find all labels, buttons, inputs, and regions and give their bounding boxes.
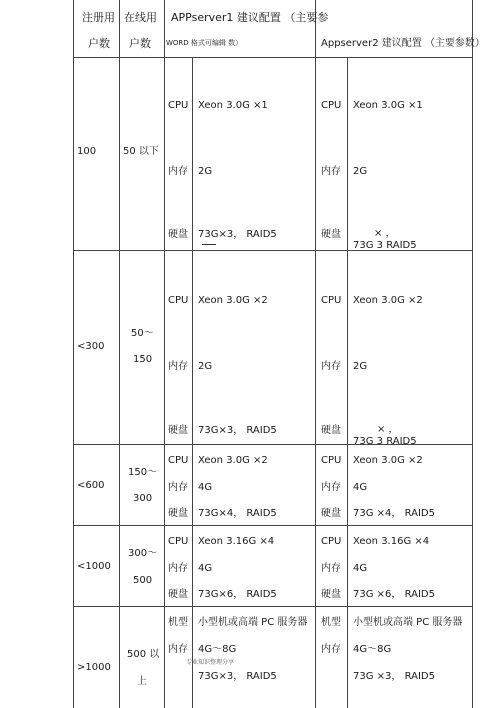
row-1000-app1-cpu-label: CPU (168, 536, 189, 547)
table-divider-app2-label (347, 57, 348, 708)
row-100-app2-disk-label: 硬盘 (321, 229, 341, 240)
row-300-app1-mem-label: 内存 (168, 361, 188, 372)
row-1000-app1-mem-value: 4G (198, 563, 213, 574)
row-1000-online-line1: 300～ (128, 548, 158, 559)
table-divider-app1-label (192, 57, 193, 708)
row-1000-app1-disk-value: 73G×6， RAID5 (198, 589, 277, 600)
header-users-line2: 户数 (88, 37, 110, 50)
row-over1000-app1-model-label: 机型 (168, 617, 188, 628)
row-600-app1-disk-value: 73G×4， RAID5 (198, 508, 277, 519)
row-100-app2-cpu-label: CPU (321, 100, 342, 111)
row-1000-app2-cpu-label: CPU (321, 536, 342, 547)
row-600-users: <600 (77, 480, 105, 491)
row-300-app2-mem-value: 2G (353, 361, 368, 372)
row-600-app1-mem-label: 内存 (168, 482, 188, 493)
row-300-app2-disk-value-line2: 73G 3 RAID5 (353, 436, 417, 447)
row-100-app1-disk-underline (202, 244, 216, 245)
row-1000-users: <1000 (77, 561, 111, 572)
row-300-app2-cpu-label: CPU (321, 295, 342, 306)
row-100-app1-mem-label: 内存 (168, 166, 188, 177)
header-online-line1: 在线用 (124, 11, 157, 24)
row-600-app1-mem-value: 4G (198, 482, 213, 493)
row-300-app1-cpu-value: Xeon 3.0G ×2 (198, 295, 268, 306)
row-100-app1-mem-value: 2G (198, 166, 213, 177)
row-300-app1-disk-value: 73G×3， RAID5 (198, 425, 277, 436)
row-100-app2-mem-value: 2G (353, 166, 368, 177)
row-divider-1000 (73, 606, 472, 607)
row-1000-app2-cpu-value: Xeon 3.16G ×4 (353, 536, 430, 547)
row-over1000-app1-disk-value: 73G×3， RAID5 (198, 671, 277, 682)
row-100-users: 100 (77, 146, 97, 157)
row-1000-app2-mem-value: 4G (353, 563, 368, 574)
row-over1000-app1-model-value: 小型机或高端 PC 服务器 (198, 617, 308, 628)
row-over1000-app2-model-label: 机型 (321, 617, 341, 628)
row-600-app2-disk-value: 73G ×4， RAID5 (353, 508, 435, 519)
row-1000-app2-disk-value: 73G ×6， RAID5 (353, 589, 435, 600)
row-300-app2-cpu-value: Xeon 3.0G ×2 (353, 295, 423, 306)
row-100-app2-cpu-value: Xeon 3.0G ×1 (353, 100, 423, 111)
row-300-app1-disk-label: 硬盘 (168, 425, 188, 436)
row-300-app2-mem-label: 内存 (321, 361, 341, 372)
footer-note: 专业知识整理分享 (186, 659, 235, 666)
header-app1-line1: APPserver1 建议配置 （主要参 (171, 11, 329, 24)
row-600-app1-disk-label: 硬盘 (168, 508, 188, 519)
table-border-right (472, 0, 473, 708)
row-over1000-app1-mem-label: 内存 (168, 644, 188, 655)
row-300-online-line2: 150 (133, 354, 153, 365)
table-border-left (73, 0, 74, 708)
header-app1-line2: WORD 格式可编辑 数） (166, 39, 243, 47)
row-1000-online-line2: 500 (133, 575, 153, 586)
row-100-online: 50 以下 (123, 146, 159, 157)
row-300-app1-cpu-label: CPU (168, 295, 189, 306)
row-over1000-online-line1: 500 以 (127, 649, 160, 660)
row-over1000-app2-model-value: 小型机或高端 PC 服务器 (353, 617, 463, 628)
row-300-app2-disk-label: 硬盘 (321, 425, 341, 436)
table-divider-users (119, 0, 120, 708)
row-300-app1-mem-value: 2G (198, 361, 213, 372)
row-600-app2-disk-label: 硬盘 (321, 508, 341, 519)
row-600-app2-mem-value: 4G (353, 482, 368, 493)
row-over1000-app2-mem-value: 4G～8G (353, 644, 392, 655)
row-600-app1-cpu-value: Xeon 3.0G ×2 (198, 455, 268, 466)
row-100-app2-disk-value-line1: × ， (374, 228, 396, 239)
table-divider-app-split (315, 0, 316, 708)
row-300-users: <300 (77, 341, 105, 352)
row-over1000-online-line2: 上 (137, 676, 147, 687)
table-divider-online (164, 0, 165, 708)
row-1000-app1-cpu-value: Xeon 3.16G ×4 (198, 536, 275, 547)
row-600-app2-mem-label: 内存 (321, 482, 341, 493)
row-600-online-line1: 150～ (128, 467, 158, 478)
row-600-app1-cpu-label: CPU (168, 455, 189, 466)
row-100-app1-cpu-value: Xeon 3.0G ×1 (198, 100, 268, 111)
row-100-app1-disk-value: 73G×3， RAID5 (198, 229, 277, 240)
row-600-app2-cpu-value: Xeon 3.0G ×2 (353, 455, 423, 466)
header-app2: Appserver2 建议配置 （主要参数） (321, 38, 485, 49)
header-online-line2: 户数 (129, 37, 151, 50)
row-over1000-app1-mem-value: 4G～8G (198, 644, 237, 655)
row-300-app2-disk-value-line1: × ， (377, 424, 399, 435)
row-600-online-line2: 300 (133, 493, 153, 504)
row-1000-app2-disk-label: 硬盘 (321, 589, 341, 600)
row-100-app2-mem-label: 内存 (321, 166, 341, 177)
header-users-line1: 注册用 (82, 11, 115, 24)
row-over1000-app2-disk-value: 73G ×3， RAID5 (353, 671, 435, 682)
row-300-online-line1: 50～ (131, 328, 154, 339)
row-1000-app2-mem-label: 内存 (321, 563, 341, 574)
row-over1000-users: >1000 (77, 662, 111, 673)
row-1000-app1-mem-label: 内存 (168, 563, 188, 574)
row-divider-header (73, 57, 472, 58)
row-100-app2-disk-value-line2: 73G 3 RAID5 (353, 240, 417, 251)
row-100-app1-cpu-label: CPU (168, 100, 189, 111)
row-divider-600 (73, 525, 472, 526)
row-600-app2-cpu-label: CPU (321, 455, 342, 466)
row-1000-app1-disk-label: 硬盘 (168, 589, 188, 600)
row-over1000-app2-mem-label: 内存 (321, 644, 341, 655)
row-100-app1-disk-label: 硬盘 (168, 229, 188, 240)
